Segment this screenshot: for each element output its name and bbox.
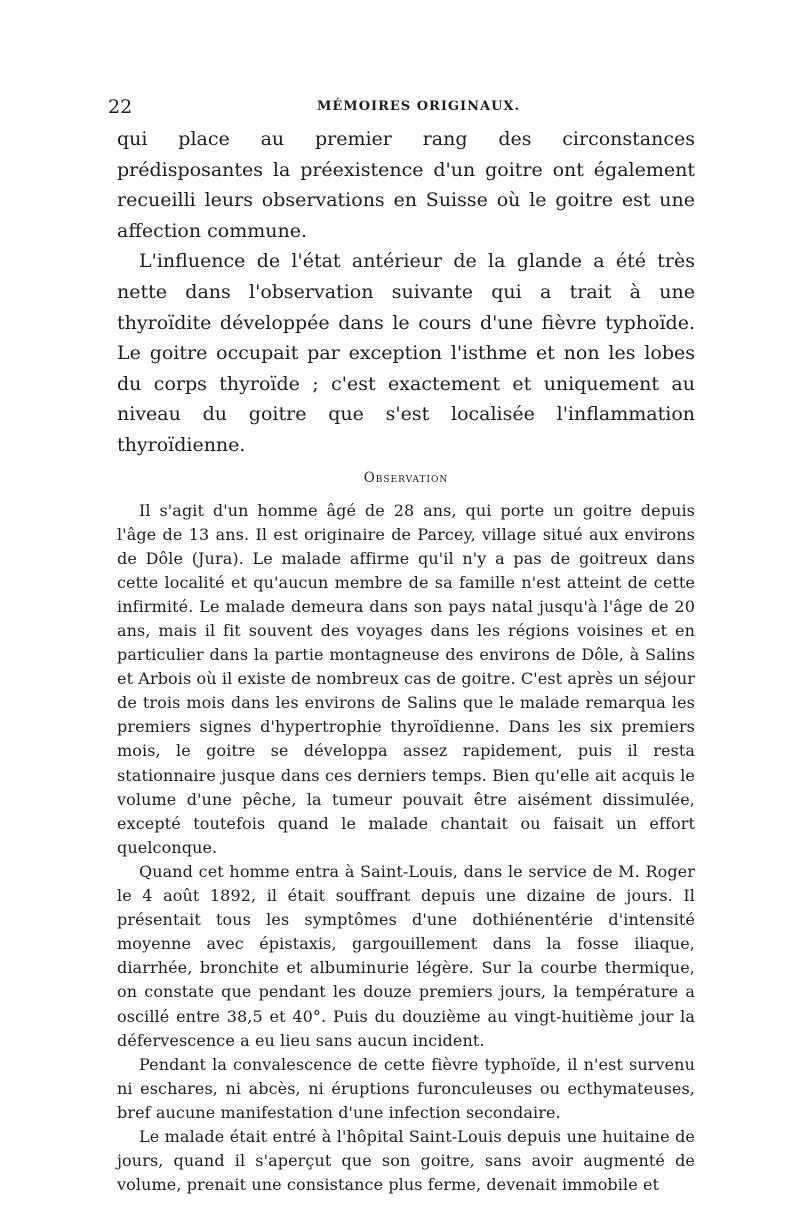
running-head: [108, 96, 695, 120]
page: [108, 96, 695, 1197]
intro-paragraph-2: L'influence de l'état antérieur de la glande a été très nette dans l'observation suivante qui a trait à une thyroïdite développée dans le cours d'une fièvre typhoïde. Le goitre occupait par exception l'isthme et non les lobes du corps thyroïde ; c'est exactement et uniquement au niveau du goitre que s'est localisée l'inflammation thyroïdienne.: [117, 250, 695, 456]
observation-paragraph-4: Le malade était entré à l'hôpital Saint-Louis depuis une huitaine de jours, quand il s'aperçut que son goitre, sans avoir augmenté de volume, prenait une consistance plus ferme, devenait immobile et: [117, 1126, 695, 1195]
observation-paragraph-3: Pendant la convalescence de cette fièvre typhoïde, il n'est survenu ni eschares, ni abcès, ni éruptions furonculeuses ou ecthymateuses, bref aucune manifestation d'une infection secondaire.: [117, 1054, 695, 1122]
intro-text: [117, 124, 695, 461]
observation-heading: Observation: [363, 469, 449, 486]
observation-text: [117, 499, 695, 1198]
observation-paragraph-1: Il s'agit d'un homme âgé de 28 ans, qui porte un goitre depuis l'âge de 13 ans. Il est originaire de Parcey, village situé aux environs de Dôle (Jura). Le malade affirme qu'il n'y a pas de goitreux dans cette localité et qu'aucun membre de sa famille n'est atteint de cette infirmité. Le malade demeura dans son pays natal jusqu'à l'âge de 20 ans, mais il fit souvent des voyages dans les régions voisines et en particulier dans la partie montagneuse des environs de Dôle, à Salins et Arbois où il existe de nombreux cas de goitre. C'est après un séjour de trois mois dans les environs de Salins que le malade remarqua les premiers signes d'hypertrophie thyroïdienne. Dans les six premiers mois, le goitre se développa assez rapidement, puis il resta stationnaire jusque dans ces derniers temps. Bien qu'elle ait acquis le volume d'une pêche, la tumeur pouvait être aisément dissimulée, excepté toutefois quand le malade chantait ou faisait un effort quelconque.: [117, 500, 695, 857]
observation-paragraph-2: Quand cet homme entra à Saint-Louis, dans le service de M. Roger le 4 août 1892, il était souffrant depuis une dizaine de jours. Il présentait tous les symptômes d'une dothiénentérie d'intensité moyenne avec épistaxis, gargouillement dans la fosse iliaque, diarrhée, bronchite et albuminurie légère. Sur la courbe thermique, on constate que pendant les douze premiers jours, la température a oscillé entre 38,5 et 40°. Puis du douzième au vingt-huitième jour la défervescence a eu lieu sans aucun incident.: [117, 861, 695, 1050]
intro-paragraph-1: qui place au premier rang des circonstances prédisposantes la préexistence d'un goitre ont également recueilli leurs observations en Suisse où le goitre est une affection commune.: [117, 128, 695, 242]
running-head-title: MÉMOIRES ORIGINAUX.: [317, 99, 521, 114]
page-number: 22: [108, 96, 133, 118]
